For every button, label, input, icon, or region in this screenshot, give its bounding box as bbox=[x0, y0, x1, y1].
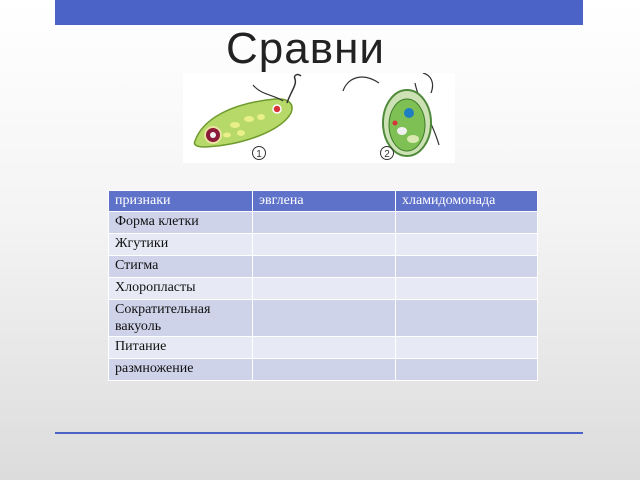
row-label: Хлоропласты bbox=[109, 278, 253, 300]
table-row bbox=[109, 337, 538, 359]
chlamydomonas-cell bbox=[396, 359, 538, 381]
header-chlamydomonas: хламидомонада bbox=[396, 191, 538, 212]
top-accent-bar bbox=[55, 0, 583, 25]
figure-label-2: 2 bbox=[384, 149, 390, 160]
euglena-chlamydomonas-illustration bbox=[183, 73, 455, 163]
euglena-cell bbox=[253, 278, 396, 300]
row-label: Стигма bbox=[109, 256, 253, 278]
euglena-cell bbox=[253, 359, 396, 381]
euglena-cell bbox=[253, 337, 396, 359]
figure-label-1: 1 bbox=[256, 149, 262, 160]
chlamydomonas-cell bbox=[396, 278, 538, 300]
chlamydomonas-cell bbox=[396, 337, 538, 359]
organisms-figure bbox=[183, 73, 455, 163]
chlamydomonas-cell bbox=[396, 300, 538, 337]
table-header-row bbox=[109, 191, 538, 212]
row-label: Жгутики bbox=[109, 234, 253, 256]
euglena-cell bbox=[253, 212, 396, 234]
header-features: признаки bbox=[109, 191, 253, 212]
table-row bbox=[109, 212, 538, 234]
euglena-cell bbox=[253, 300, 396, 337]
slide-title: Сравни bbox=[226, 24, 385, 73]
chlamydomonas-cell bbox=[396, 234, 538, 256]
row-label: размножение bbox=[109, 359, 253, 381]
chlamydomonas-drawing bbox=[343, 73, 439, 156]
label-2 bbox=[381, 147, 394, 161]
label-1 bbox=[253, 147, 266, 161]
header-euglena: эвглена bbox=[253, 191, 396, 212]
chlamydomonas-cell bbox=[396, 256, 538, 278]
table-row bbox=[109, 300, 538, 337]
row-label: Форма клетки bbox=[109, 212, 253, 234]
euglena-drawing bbox=[194, 75, 301, 147]
table-row bbox=[109, 234, 538, 256]
chlamydomonas-cell bbox=[396, 212, 538, 234]
euglena-cell bbox=[253, 256, 396, 278]
bottom-accent-line bbox=[55, 432, 583, 434]
row-label: Питание bbox=[109, 337, 253, 359]
euglena-cell bbox=[253, 234, 396, 256]
comparison-table bbox=[108, 190, 538, 381]
table-row bbox=[109, 278, 538, 300]
table-row bbox=[109, 359, 538, 381]
row-label: Сократительная вакуоль bbox=[109, 300, 253, 337]
table-row bbox=[109, 256, 538, 278]
